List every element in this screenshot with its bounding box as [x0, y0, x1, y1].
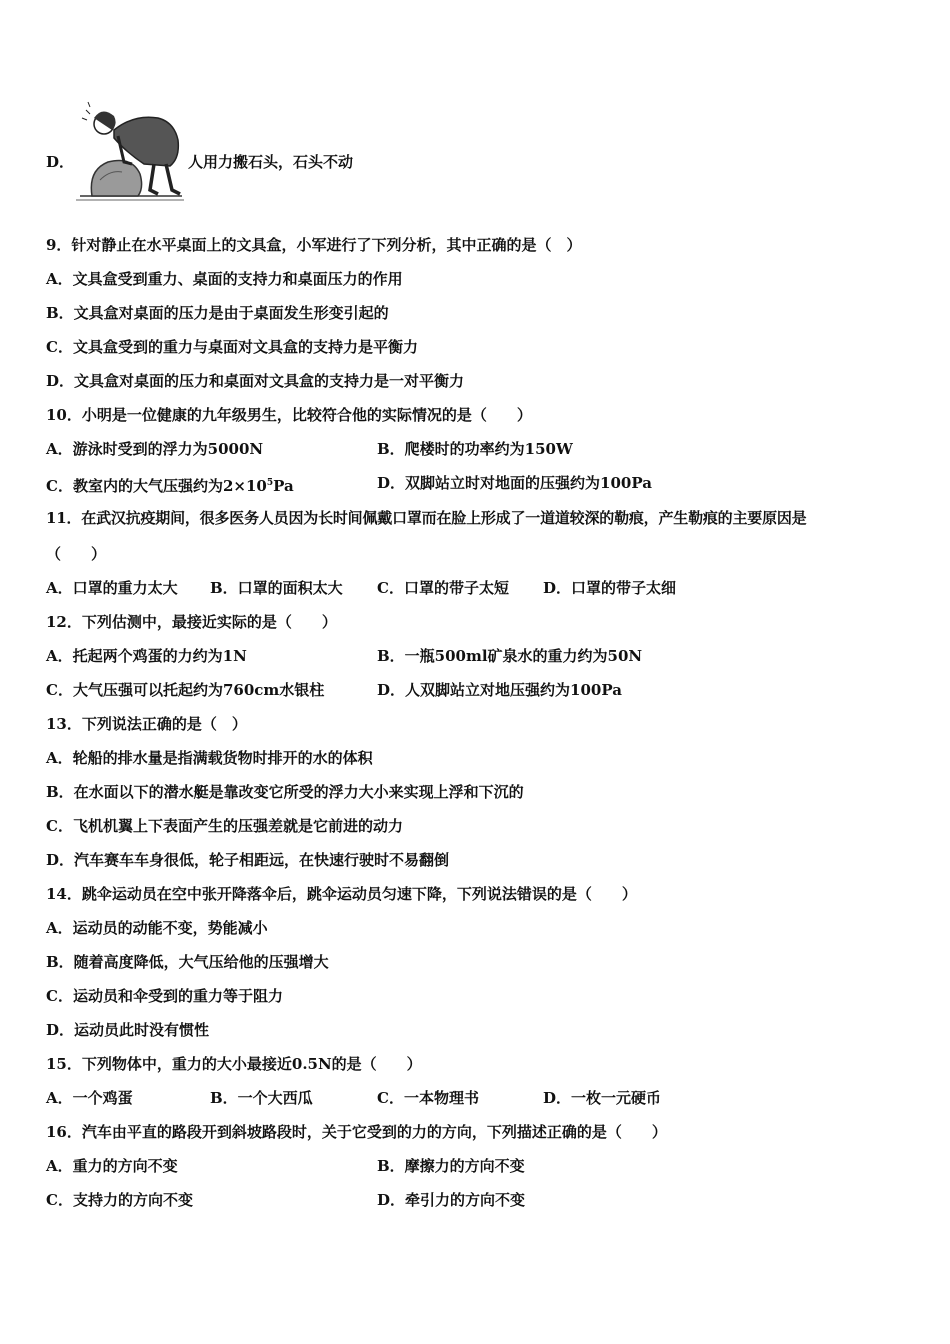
q16-option-a: A．重力的方向不变	[46, 1157, 178, 1175]
q10-option-a: A．游泳时受到的浮力为5000N	[46, 440, 264, 458]
q14-option-d: D．运动员此时没有惯性	[46, 1021, 210, 1039]
q16-option-b: B．摩擦力的方向不变	[377, 1157, 525, 1175]
q11-stem-brackets: （ ）	[46, 545, 107, 563]
q16-option-d: D．牵引力的方向不变	[377, 1191, 526, 1209]
q12-option-a: A．托起两个鸡蛋的力约为1N	[46, 647, 247, 665]
q12-stem: 12．下列估测中，最接近实际的是（ ）	[46, 613, 337, 631]
q15-stem: 15．下列物体中，重力的大小最接近0.5N的是（ ）	[46, 1055, 422, 1073]
q15-option-b: B．一个大西瓜	[210, 1089, 313, 1107]
q11-option-d: D．口罩的带子太细	[543, 579, 677, 597]
q12-option-d: D．人双脚站立对地压强约为100Pa	[377, 681, 622, 699]
person-pushing-stone-figure	[74, 100, 186, 204]
q10-option-c-unit: Pa	[273, 477, 294, 495]
q11-option-c: C．口罩的带子太短	[377, 579, 509, 597]
q11-option-b: B．口罩的面积太大	[210, 579, 343, 597]
q13-stem: 13．下列说法正确的是（ ）	[46, 715, 247, 733]
q13-option-d: D．汽车赛车车身很低，轮子相距远，在快速行驶时不易翻倒	[46, 851, 450, 869]
q9-option-a: A．文具盒受到重力、桌面的支持力和桌面压力的作用	[46, 270, 403, 288]
q15-option-a: A．一个鸡蛋	[46, 1089, 133, 1107]
q15-option-d: D．一枚一元硬币	[543, 1089, 662, 1107]
q16-option-c: C．支持力的方向不变	[46, 1191, 193, 1209]
q16-stem: 16．汽车由平直的路段开到斜坡路段时，关于它受到的力的方向，下列描述正确的是（ ）	[46, 1123, 667, 1141]
q14-option-a: A．运动员的动能不变，势能减小	[46, 919, 268, 937]
q9-option-c: C．文具盒受到的重力与桌面对文具盒的支持力是平衡力	[46, 338, 418, 356]
q8-option-d-text: 人用力搬石头，石头不动	[188, 153, 354, 171]
q12-option-b: B．一瓶500ml矿泉水的重力约为50N	[377, 647, 643, 665]
q14-option-b: B．随着高度降低，大气压给他的压强增大	[46, 953, 329, 971]
q13-option-c: C．飞机机翼上下表面产生的压强差就是它前进的动力	[46, 817, 403, 835]
q15-option-c: C．一本物理书	[377, 1089, 479, 1107]
q11-option-a: A．口罩的重力太大	[46, 579, 178, 597]
q10-stem: 10．小明是一位健康的九年级男生，比较符合他的实际情况的是（ ）	[46, 406, 532, 424]
q14-option-c: C．运动员和伞受到的重力等于阻力	[46, 987, 283, 1005]
q14-stem: 14．跳伞运动员在空中张开降落伞后，跳伞运动员匀速下降，下列说法错误的是（ ）	[46, 885, 637, 903]
q10-option-c	[46, 473, 294, 496]
q9-stem: 9．针对静止在水平桌面上的文具盒，小军进行了下列分析，其中正确的是（ ）	[46, 236, 582, 254]
q10-option-c-main: C．教室内的大气压强约为2×10	[46, 477, 267, 495]
q9-option-b: B．文具盒对桌面的压力是由于桌面发生形变引起的	[46, 304, 389, 322]
q11-stem: 11．在武汉抗疫期间，很多医务人员因为长时间佩戴口罩而在脸上形成了一道道较深的勒痕，产生勒痕的主要原因是	[46, 509, 807, 527]
q12-option-c: C．大气压强可以托起约为760cm水银柱	[46, 681, 325, 699]
q10-option-c-exponent: 5	[266, 478, 274, 488]
q10-option-b: B．爬楼时的功率约为150W	[377, 440, 573, 458]
q13-option-b: B．在水面以下的潜水艇是靠改变它所受的浮力大小来实现上浮和下沉的	[46, 783, 524, 801]
q8-option-d-label: D．	[46, 153, 75, 171]
q9-option-d: D．文具盒对桌面的压力和桌面对文具盒的支持力是一对平衡力	[46, 372, 465, 390]
q10-option-d: D．双脚站立时对地面的压强约为100Pa	[377, 474, 652, 492]
q13-option-a: A．轮船的排水量是指满载货物时排开的水的体积	[46, 749, 373, 767]
